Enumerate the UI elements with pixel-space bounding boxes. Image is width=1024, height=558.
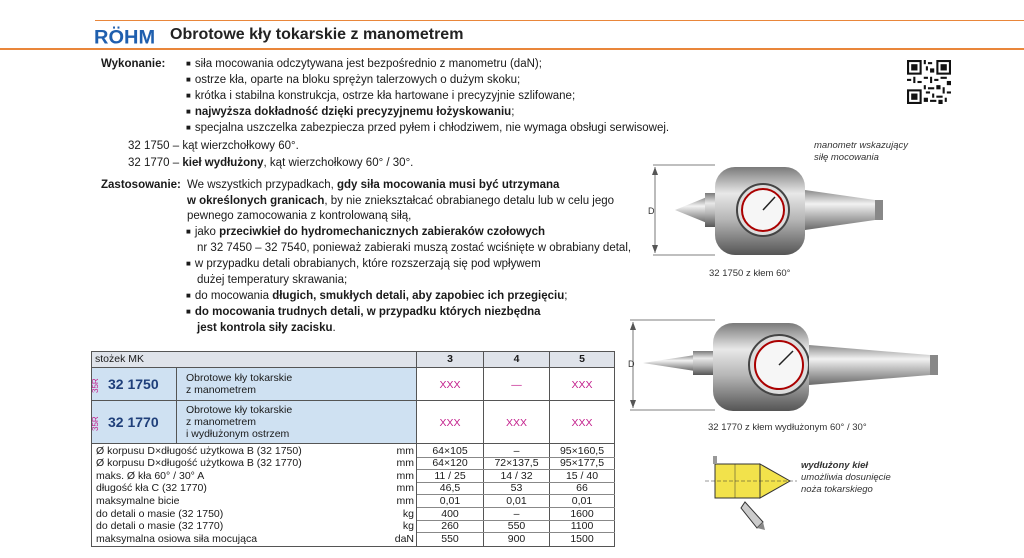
row-4-unit: mm	[396, 482, 414, 495]
zast-b4-line1: do mocowania trudnych detali, w przypadku których niezbędna	[194, 306, 541, 318]
row-1-unit: mm	[396, 444, 414, 457]
row-4-val-5: 66	[576, 482, 588, 495]
zastosowanie-line-1	[187, 177, 559, 193]
row-2-unit: mm	[396, 457, 414, 470]
caption-extended-bold: wydłużony kieł	[801, 460, 869, 471]
row-2-val-4: 72×137,5	[494, 457, 539, 470]
rohm-logo: RÖHM	[94, 27, 156, 49]
wykonanie-item-1: ■ siła mocowania odczytywana jest bezpośrednio z manometru (daN);	[186, 56, 542, 73]
wykonanie-item-2: ■ ostrze kła, oparte na bloku sprężyn talerzowych o dużym skoku;	[186, 72, 520, 89]
row-8-val-4: 900	[507, 532, 526, 545]
product-2-val-5: XXX	[571, 417, 593, 429]
product-2-desc-line-3: i wydłużonym ostrzem	[186, 428, 290, 440]
row-divider	[417, 469, 615, 470]
row-4-val-3: 46,5	[439, 482, 461, 495]
qr-code-icon	[907, 60, 951, 104]
row-divider	[417, 482, 615, 483]
product-1-desc	[186, 372, 292, 396]
caption-manometer-line-1: manometr wskazujący	[814, 140, 908, 151]
zast-bullet-1	[186, 224, 545, 241]
row-5-unit: mm	[396, 494, 414, 507]
row-7-val-4: 550	[507, 520, 526, 533]
zast-b3-b: długich, smukłych detali, aby zapobiec ich przegięciu	[272, 290, 565, 302]
row-6-val-4: –	[513, 507, 520, 520]
zast-b1-b: przeciwkieł do hydromechanicznych zabieraków czołowych	[219, 226, 546, 238]
caption-extended-line-2: noża tokarskiego	[801, 484, 873, 495]
product-2-val-4: XXX	[505, 417, 527, 429]
row-divider	[417, 532, 615, 533]
product-2-tag: 35R	[91, 416, 100, 431]
col-mk-4: 4	[513, 353, 520, 365]
row-8-val-5: 1500	[570, 532, 594, 545]
header-rule	[0, 48, 1024, 50]
zast-bullet-2: ■ w przypadku detali obrabianych, które rozszerzają się pod wpływem	[186, 256, 541, 273]
row-7-label: do detali o masie (32 1770)	[96, 520, 224, 533]
row-divider	[417, 457, 615, 458]
product-1-desc-line-1: Obrotowe kły tokarskie	[186, 372, 293, 384]
caption-extended	[801, 460, 891, 496]
zast-bullet-2-line2: dużej temperatury skrawania;	[197, 274, 348, 286]
dim-d-label-1: D	[648, 206, 655, 216]
row-divider	[417, 494, 615, 495]
row-3-val-4: 14 / 32	[500, 469, 533, 482]
zast-line2-a: , by nie zniekształcać obrabianego detalu lub w celu jego	[324, 195, 615, 207]
row-3-val-5: 15 / 40	[565, 469, 599, 482]
wykonanie-item-4-suffix: ;	[511, 106, 515, 118]
table-header-cell: stożek MK	[95, 353, 145, 365]
row-6-val-5: 1600	[570, 507, 594, 520]
product-2-desc-line-1: Obrotowe kły tokarskie	[186, 404, 293, 416]
row-divider	[417, 507, 615, 508]
product-2-val-3: XXX	[439, 417, 461, 429]
row-7-val-5: 1100	[570, 520, 594, 533]
row-divider	[417, 520, 615, 521]
row-5-val-4: 0,01	[506, 494, 527, 507]
product-1-tag: 35R	[91, 378, 100, 393]
row-7-unit: kg	[402, 520, 414, 533]
zast-bullet-4-line2	[197, 320, 336, 336]
zastosowanie-line-3: pewnego zamocowania z kontrolowaną siłą,	[187, 210, 412, 222]
zast-b3-c: ;	[564, 290, 568, 302]
row-6-unit: kg	[402, 507, 414, 520]
row-5-val-5: 0,01	[571, 494, 593, 507]
row-2-val-5: 95×177,5	[559, 457, 605, 470]
zast-line1-b: gdy siła mocowania musi być utrzymana	[336, 179, 560, 191]
header-top-rule	[95, 20, 1024, 21]
row-5-val-3: 0,01	[439, 494, 461, 507]
variant-2	[128, 155, 413, 171]
row-8-val-3: 550	[441, 532, 459, 545]
row-2-label: Ø korpusu D×długość użytkowa B (32 1770)	[96, 457, 302, 470]
product-row-2-divider	[176, 401, 177, 444]
row-8-unit: daN	[394, 532, 414, 545]
zast-line1-a: We wszystkich przypadkach,	[187, 179, 337, 191]
row-3-label: maks. Ø kła 60° / 30° A	[96, 469, 205, 482]
zast-b1-a: jako	[194, 226, 220, 238]
live-center-image-1	[635, 155, 935, 265]
row-8-label: maksymalna osiowa siła mocująca	[96, 532, 258, 545]
zast-b4-line2: jest kontrola siły zacisku	[197, 322, 333, 334]
variant-2-text: , kąt wierzchołkowy 60° / 30°.	[263, 157, 414, 169]
wykonanie-item-4-bold: najwyższa dokładność dzięki precyzyjnemu łożyskowaniu	[194, 106, 512, 118]
spec-grid	[91, 351, 615, 547]
zast-bullet-1-line2: nr 32 7450 – 32 7540, ponieważ zabieraki muszą zostać wciśnięte w obrabiany detal,	[197, 242, 632, 254]
row-3-val-3: 11 / 25	[434, 469, 466, 482]
product-1-val-4: —	[511, 379, 522, 391]
variant-2-bold: kieł wydłużony	[182, 157, 264, 169]
product-1-desc-line-2: z manometrem	[186, 384, 257, 396]
caption-extended-line-1: umożliwia dosunięcie	[801, 472, 891, 483]
zastosowanie-line-2	[187, 193, 614, 209]
caption-img-2: 32 1770 z kłem wydłużonym 60° / 30°	[708, 422, 867, 433]
zast-b3-a: do mocowania	[194, 290, 273, 302]
row-6-val-3: 400	[441, 507, 459, 520]
live-center-image-2	[625, 315, 945, 420]
row-4-val-4: 53	[510, 482, 523, 495]
wykonanie-item-4	[186, 104, 514, 121]
variant-1-text: kąt wierzchołkowy 60°.	[182, 140, 299, 152]
row-2-val-3: 64×120	[432, 457, 468, 470]
page-title: Obrotowe kły tokarskie z manometrem	[170, 26, 464, 43]
wykonanie-item-5: ■ specjalna uszczelka zabezpiecza przed pyłem i chłodziwem, nie wymaga obsługi serwisowej.	[186, 120, 669, 137]
product-1-val-3: XXX	[439, 379, 461, 391]
row-5-label: maksymalne bicie	[96, 494, 180, 507]
zast-b4-c: .	[332, 322, 336, 334]
product-2-code: 32 1770	[108, 414, 159, 430]
variant-1-code: 32 1750 –	[128, 140, 180, 152]
row-6-label: do detali o masie (32 1750)	[96, 507, 224, 520]
row-3-unit: mm	[396, 469, 414, 482]
variant-1	[128, 138, 299, 154]
product-2-desc-line-2: z manometrem	[186, 416, 257, 428]
data-rows	[91, 444, 615, 547]
product-2-desc	[186, 404, 292, 440]
zast-bullet-3	[186, 288, 567, 305]
zastosowanie-label: Zastosowanie:	[101, 179, 181, 191]
extended-tip-diagram	[705, 452, 800, 532]
dim-d-label-2: D	[628, 359, 635, 369]
row-1-val-4: –	[513, 444, 520, 457]
col-mk-5: 5	[579, 353, 585, 365]
row-1-label: Ø korpusu D×długość użytkowa B (32 1750)	[96, 444, 302, 457]
row-7-val-3: 260	[441, 520, 459, 533]
caption-manometer-line-2: siłę mocowania	[814, 152, 879, 163]
row-1-val-5: 95×160,5	[559, 444, 605, 457]
product-1-val-5: XXX	[571, 379, 593, 391]
caption-img-1: 32 1750 z kłem 60°	[709, 268, 791, 279]
zast-line2-b: w określonych granicach	[187, 195, 325, 207]
zast-bullet-4	[186, 304, 541, 321]
variant-2-code: 32 1770 –	[128, 157, 180, 169]
row-1-val-3: 64×105	[432, 444, 468, 457]
wykonanie-item-3: ■ krótka i stabilna konstrukcja, ostrze kła hartowane i precyzyjnie szlifowane;	[186, 88, 575, 105]
col-mk-3: 3	[447, 353, 453, 365]
product-1-code: 32 1750	[108, 376, 159, 392]
product-row-1-divider	[176, 368, 177, 401]
row-4-label: długość kła C (32 1770)	[96, 482, 207, 495]
wykonanie-label: Wykonanie:	[101, 58, 166, 70]
